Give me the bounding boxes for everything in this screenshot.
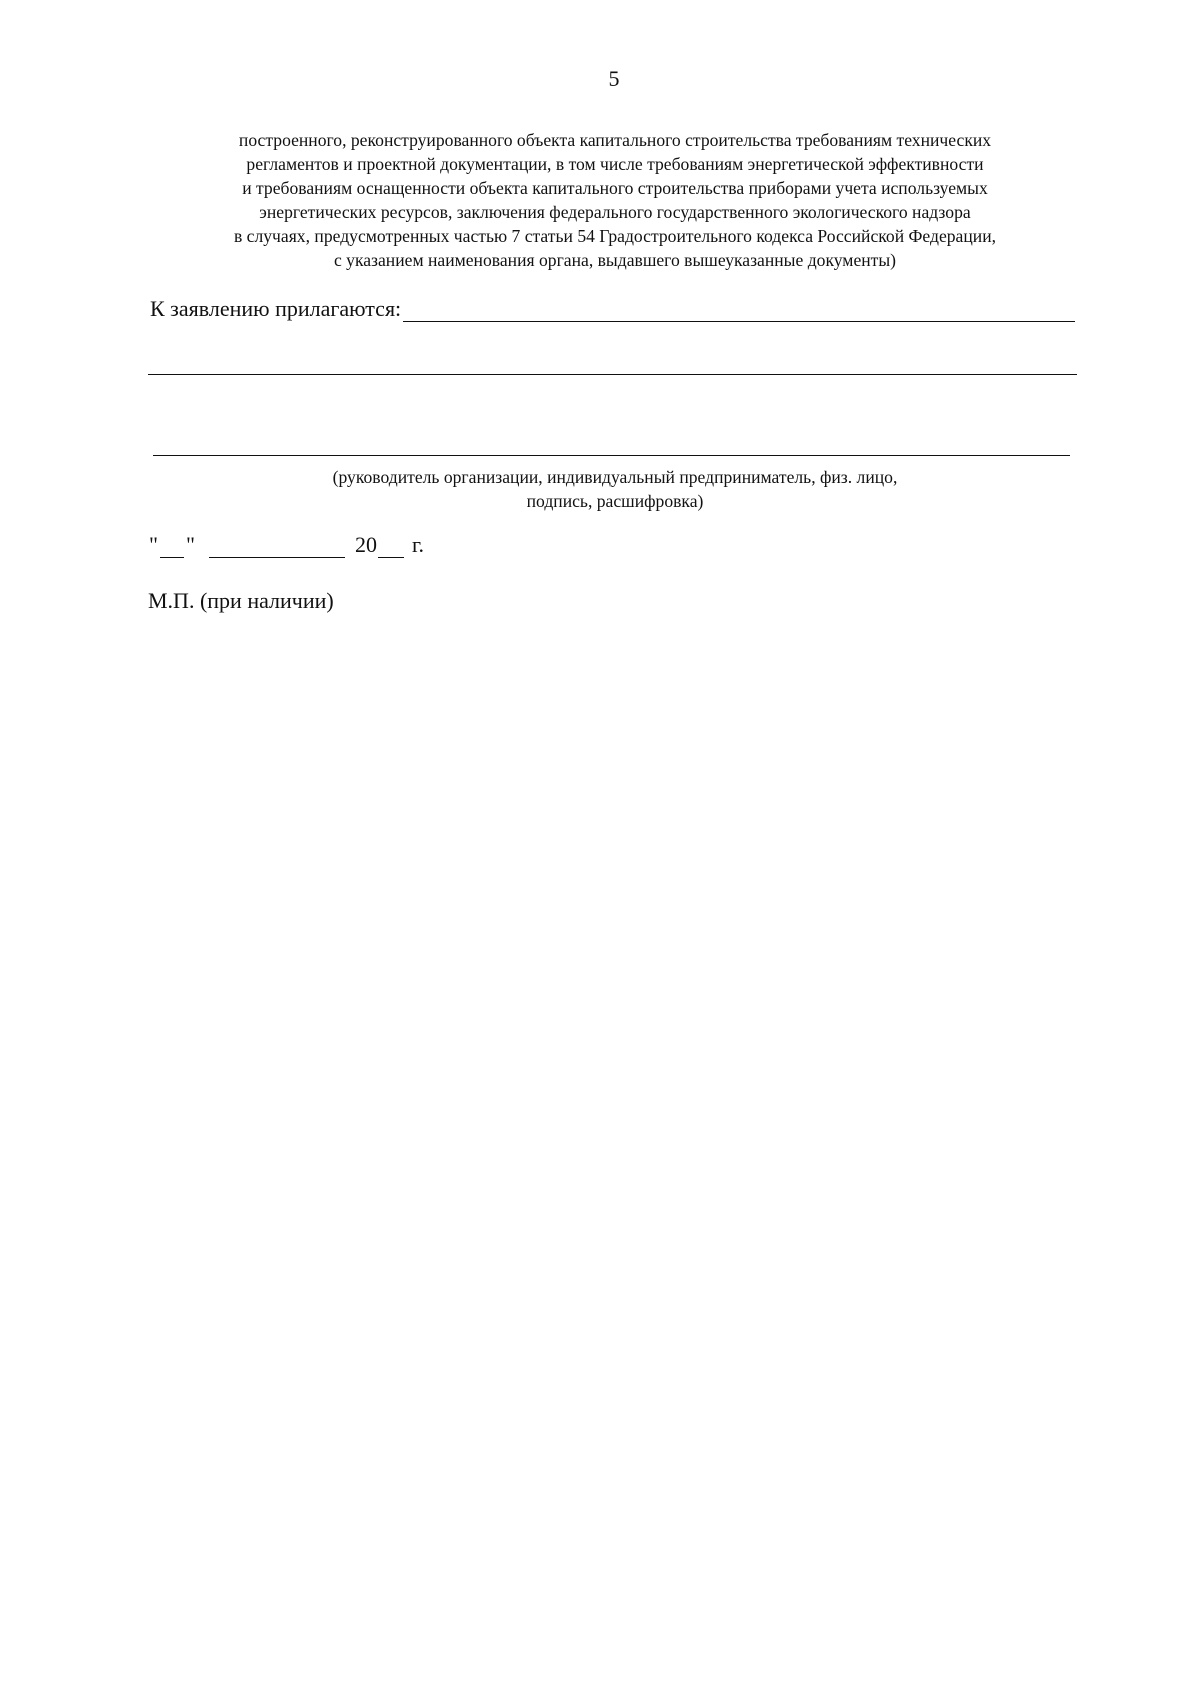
date-month-blank[interactable] (209, 535, 345, 558)
continuation-note (150, 128, 1080, 272)
attachments-blank-line-2[interactable] (148, 374, 1077, 375)
signature-caption-line: подпись, расшифровка) (526, 491, 704, 511)
page-number: 5 (608, 66, 620, 91)
note-line: и требованиям оснащенности объекта капитального строительства приборами учета используемых (242, 178, 988, 198)
note-line: построенного, реконструированного объекта капитального строительства требованиям технических (238, 130, 992, 150)
signature-caption (250, 465, 980, 513)
signature-line[interactable] (153, 455, 1070, 456)
date-year-suffix: г. (411, 532, 425, 557)
date-open-quote: " (149, 532, 158, 557)
note-line: в случаях, предусмотренных частью 7 статьи 54 Градостроительного кодекса Российской Федерации, (233, 226, 997, 246)
date-close-quote: " (185, 532, 195, 557)
date-year-blank[interactable] (378, 535, 404, 558)
stamp-note: М.П. (при наличии) (148, 588, 334, 613)
attachments-blank-line[interactable] (403, 295, 1075, 322)
date-field (149, 528, 424, 558)
note-line: энергетических ресурсов, заключения федерального государственного экологического надзора (259, 202, 971, 222)
note-line: регламентов и проектной документации, в том числе требованиям энергетической эффективности (246, 154, 984, 174)
attachments-row (150, 292, 1075, 322)
signature-caption-line: (руководитель организации, индивидуальный предприниматель, физ. лицо, (332, 467, 898, 487)
note-line: с указанием наименования органа, выдавшего вышеуказанные документы) (333, 250, 897, 270)
attachments-label: К заявлению прилагаются: (150, 296, 402, 321)
date-century: 20 (354, 532, 377, 557)
date-day-blank[interactable] (160, 535, 184, 558)
